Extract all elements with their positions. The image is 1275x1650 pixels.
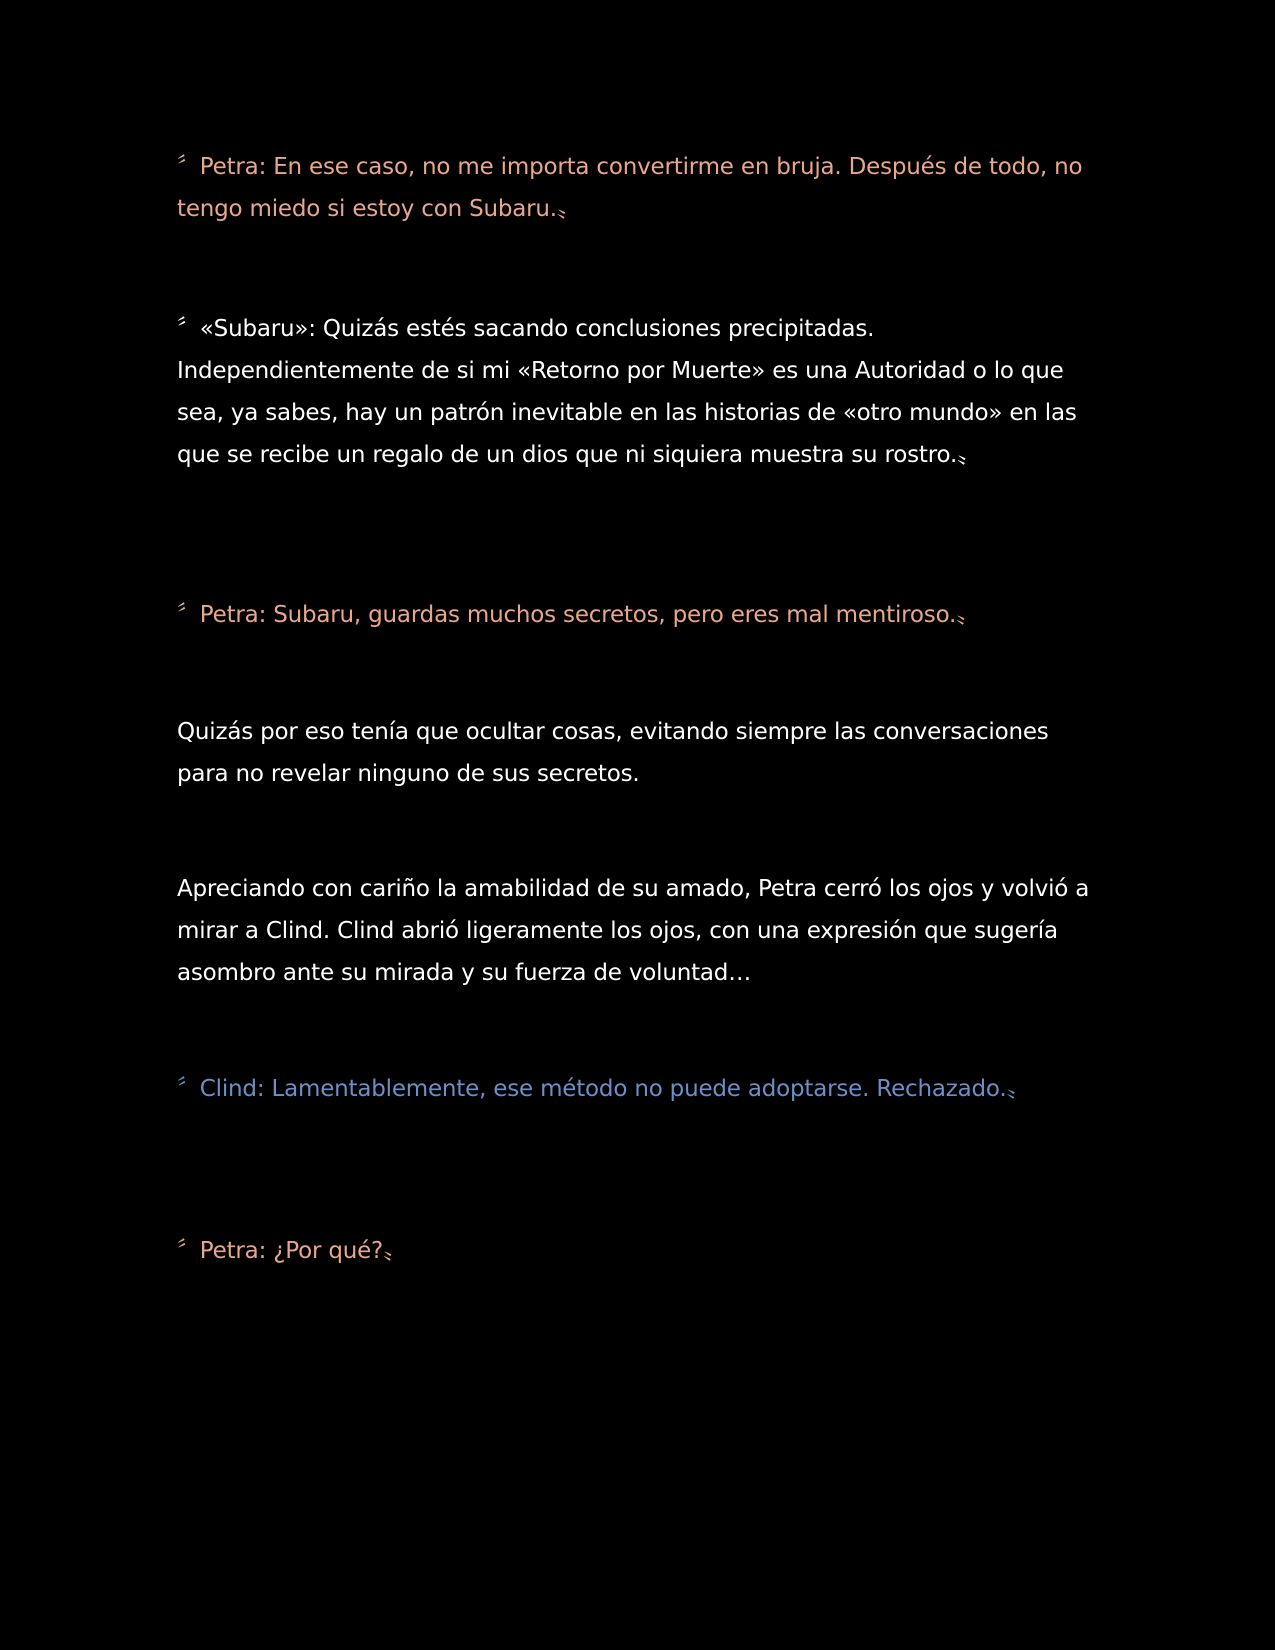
dialogue-petra-3: 〞Petra: ¿Por qué?〟 <box>177 1238 406 1264</box>
dialogue-petra-1: 〞Petra: En ese caso, no me importa convertirme en bruja. Después de todo, no tengo miedo si estoy con Subaru.〟 <box>177 154 1083 222</box>
narration-2: Apreciando con cariño la amabilidad de su amado, Petra cerró los ojos y volvió a mirar a Clind. Clind abrió ligeramente los ojos, con una expresión que sugería asombro ante su mirada y su fuerza de voluntad… <box>177 876 1090 986</box>
dialogue-subaru-1: 〞«Subaru»: Quizás estés sacando conclusiones precipitadas. Independientemente de si mi «Retorno por Muerte» es una Autoridad o lo que sea, ya sabes, hay un patrón inevitable en las historias de «otro mundo» en las que se recibe un regalo de un dios que ni siquiera muestra su rostro.〟 <box>177 316 1077 468</box>
dialogue-clind-1: 〞Clind: Lamentablemente, ese método no puede adoptarse. Rechazado.〟 <box>177 1076 1030 1102</box>
dialogue-petra-2: 〞Petra: Subaru, guardas muchos secretos, pero eres mal mentiroso.〟 <box>177 602 979 628</box>
narration-1: Quizás por eso tenía que ocultar cosas, evitando siempre las conversaciones para no revelar ninguno de sus secretos. <box>177 719 1049 787</box>
